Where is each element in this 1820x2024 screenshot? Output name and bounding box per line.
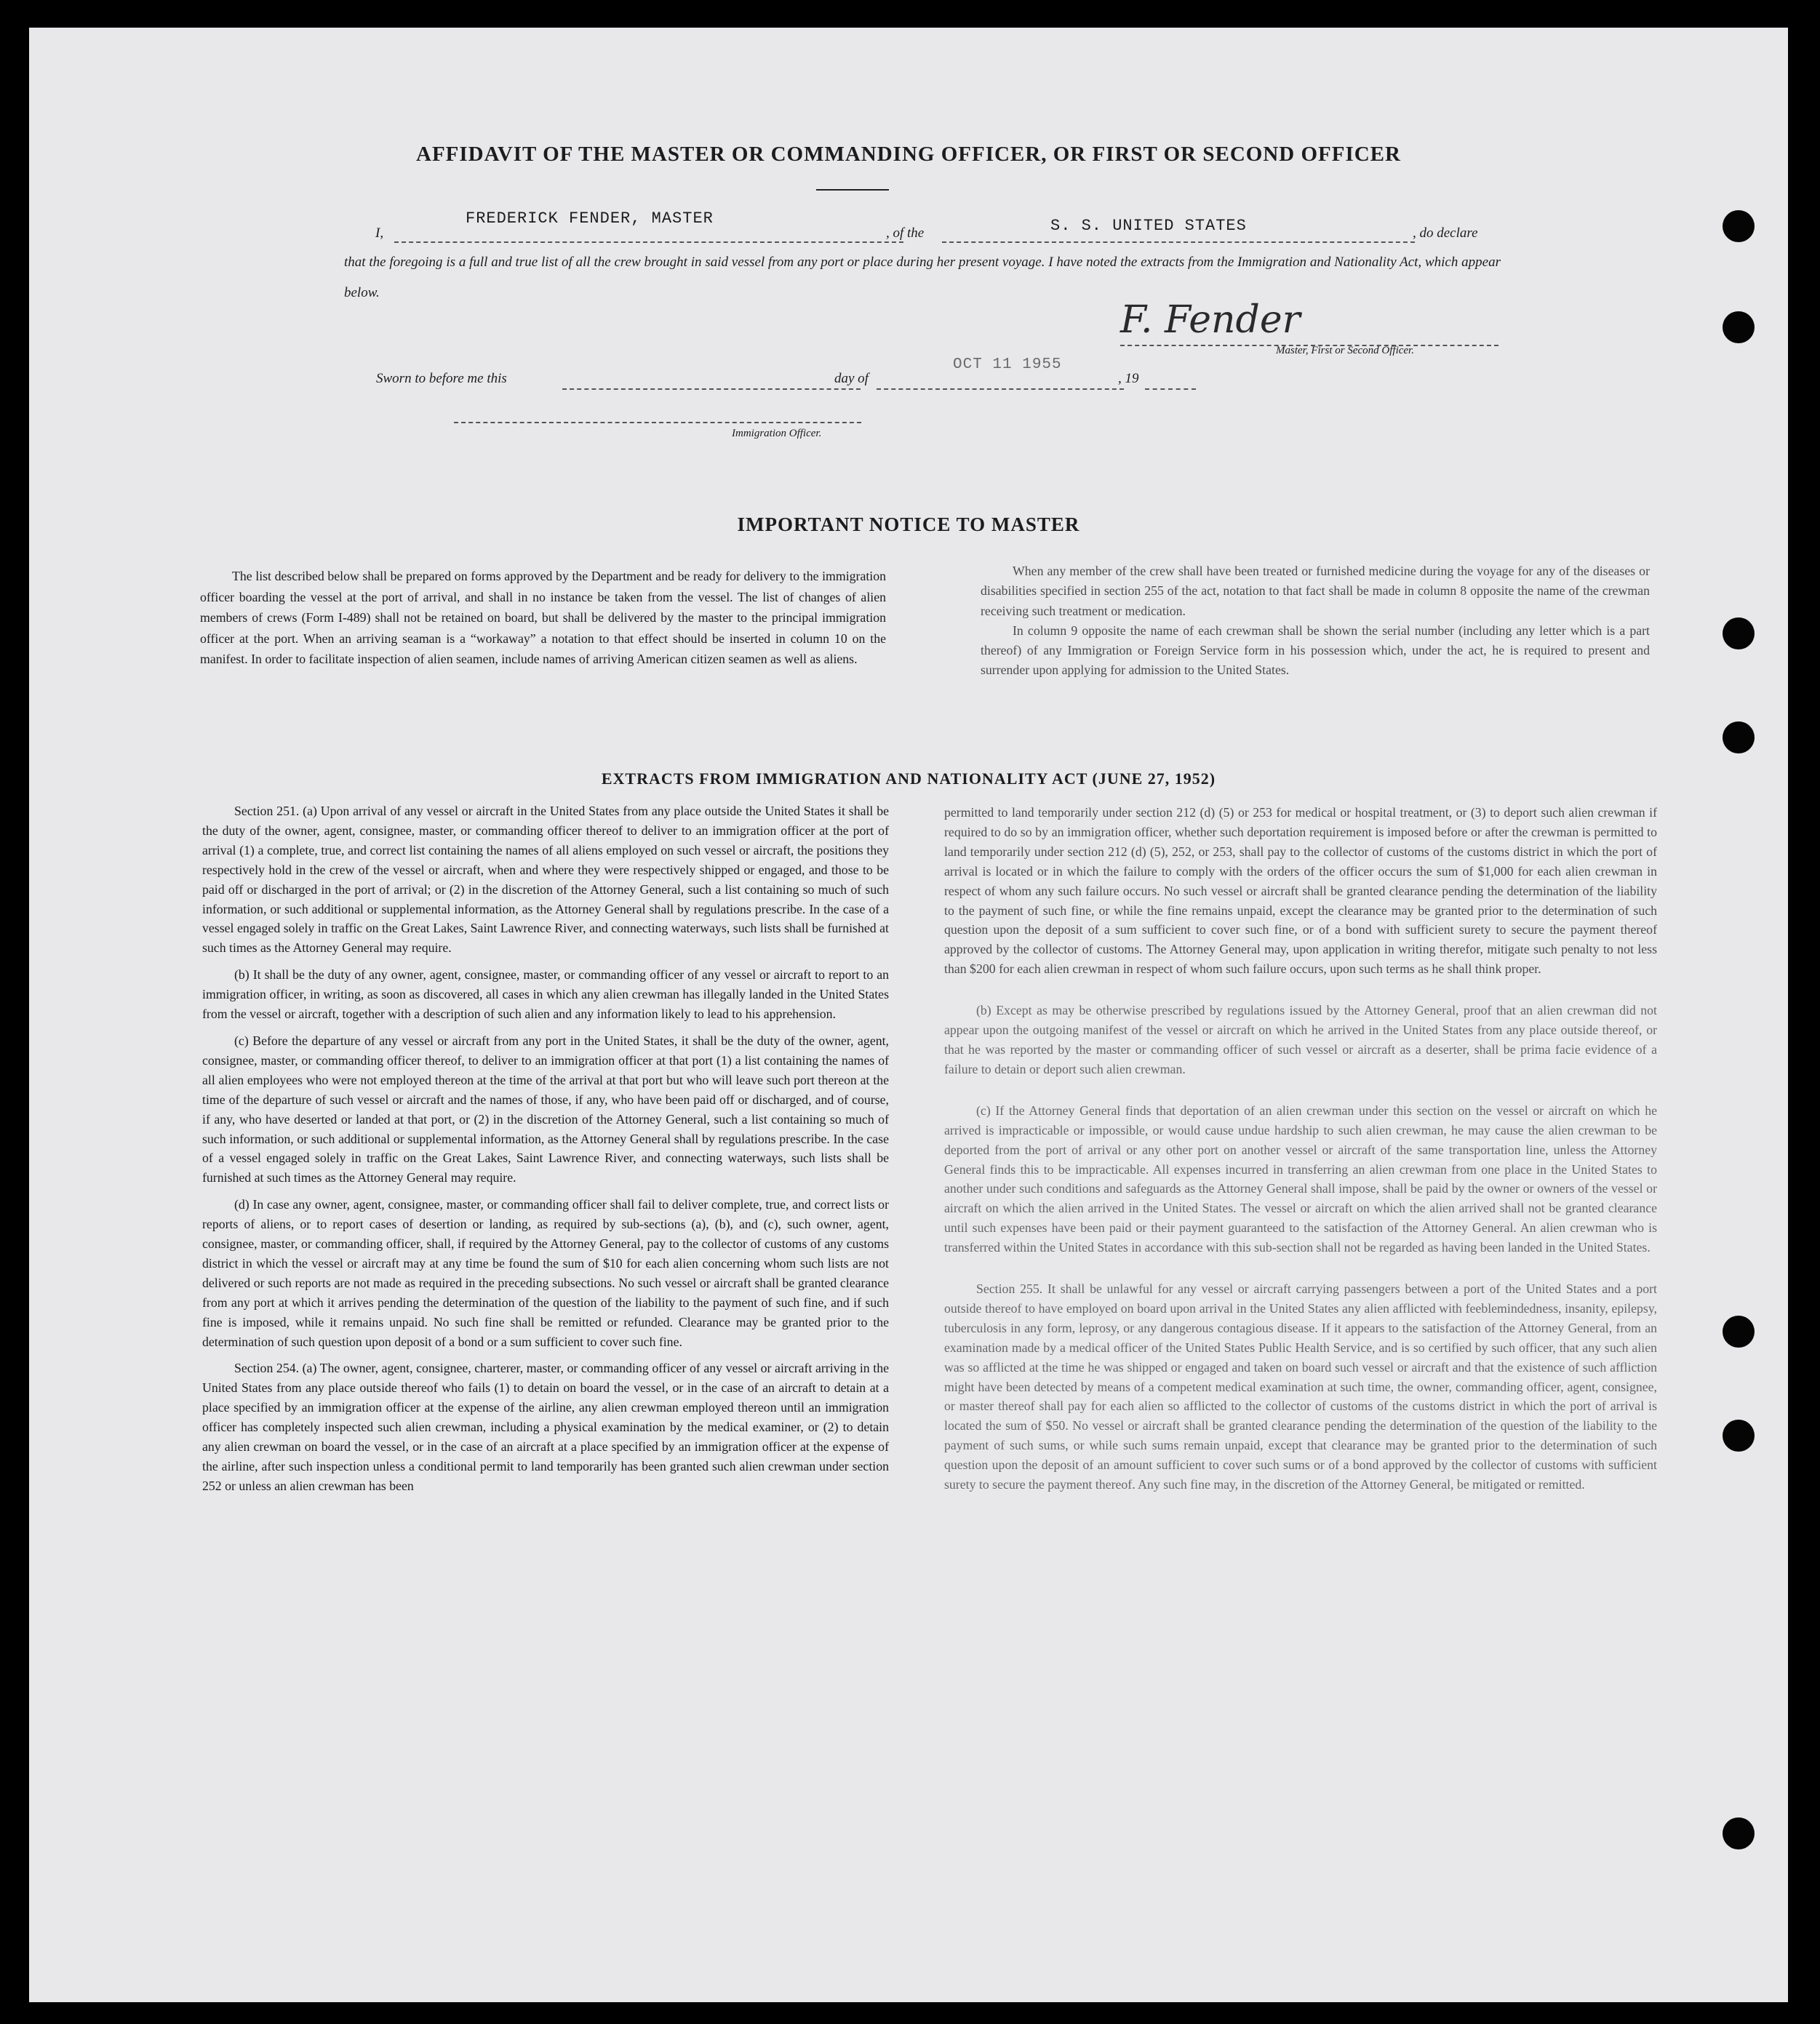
section-251b: (b) It shall be the duty of any owner, agent, consignee, master, or commanding officer of any vessel or aircraft to report to an immigration officer, in writing, as soon as discovered, all cases in which any alien crewman has illegally landed in the United States from the vessel or aircraft, together with a description of such alien and any information likely to lead to his apprehension. (202, 967, 889, 1022)
section-251d: (d) In case any owner, agent, consignee, master, or commanding officer shall fail to deliver complete, true, and correct lists or reports of aliens, or to report cases of desertion or landing, as required by sub-sections (a), (b), and (c), such owner, agent, consignee, master, or commanding officer, shall, if required by the Attorney General, pay to the collector of customs of any customs district in which the vessel or aircraft may at any time be found the sum of $10 for each alien concerning whom such lists are not delivered or such reports are not made as required in the preceding subsections. No such vessel or aircraft shall be granted clearance from any port at which it arrives pending the determination of the question of the liability to the payment of such fine, and if such fine is imposed, while it remains unpaid. No such fine shall be remitted or refunded. Clearance may be granted prior to the determination of such question upon deposit of a bond or a sum sufficient to cover such fine. (202, 1197, 889, 1349)
punch-hole (1723, 1817, 1755, 1849)
notice-title: IMPORTANT NOTICE TO MASTER (737, 513, 1080, 535)
notice-right-text-1: When any member of the crew shall have been treated or furnished medicine during the voyage for any of the diseases or disabilities specified in section 255 of the act, notation to that fact shall be made in column 8 opposite the name of the crewman receiving such treatment or medication. (981, 564, 1650, 618)
section-254b: (b) Except as may be otherwise prescribed by regulations issued by the Attorney General, proof that an alien crewman did not appear upon the outgoing manifest of the vessel or aircraft on which he arrived in the United States from any place outside thereof, or that he was reported by the master or commanding officer of such vessel or aircraft as a deserter, shall be prima facie evidence of a failure to detain or deport such alien crewman. (944, 1003, 1657, 1076)
day-of-label: day of (834, 371, 869, 386)
notice-right-text-2: In column 9 opposite the name of each crewman shall be shown the serial number (including any letter which is a part thereof) of any Immigration or Foreign Service form in his possession which, under the act, he is required to present and surrender upon applying for admission to the United States. (981, 623, 1650, 678)
extracts-title: EXTRACTS FROM IMMIGRATION AND NATIONALITY ACT (JUNE 27, 1952) (601, 769, 1216, 788)
officer-line (454, 422, 861, 423)
punch-hole (1723, 1420, 1755, 1452)
punch-hole (1723, 1316, 1755, 1348)
year-line (1145, 388, 1196, 390)
of-the-label: , of the (886, 225, 925, 241)
extracts-right-column (944, 803, 1657, 1495)
vessel-line (942, 241, 1415, 243)
stamped-date: OCT 11 1955 (953, 356, 1062, 373)
notice-left-column (200, 566, 886, 670)
section-254a-continued: permitted to land temporarily under section 212 (d) (5) or 253 for medical or hospital treatment, or (3) to deport such alien crewman if required to do so by an immigration officer, whether such deportation requirement is imposed before or after the crewman is permitted to land temporarily under section 212 (d) (5), 252, or 253, shall pay to the collector of customs of the customs district in which the port of arrival is located or in which the failure to comply with the orders of the officer occurs the sum of $1,000 for each alien crewman in respect of whom any such failure occurs. No such vessel or aircraft shall be granted clearance pending the determination of the liability to the payment of such fine, or while the fine remains unpaid, except the clearance may be granted prior to the determination of such question upon the deposit of a sum sufficient to cover such fine, or of a bond with sufficient surety to secure the payment thereof approved by the collector of customs. The Attorney General may, upon application in writing therefor, mitigate such penalty to not less than $200 for each alien crewman in respect of whom such failure occurs, upon such terms as he shall think proper. (944, 805, 1657, 977)
master-signature: F. Fender (1120, 298, 1301, 342)
section-251a: Section 251. (a) Upon arrival of any vessel or aircraft in the United States from any place outside the United States it shall be the duty of the owner, agent, consignee, master, or commanding officer thereof to deliver to an immigration officer at the port of arrival (1) a complete, true, and correct list containing the names of all aliens employed on such vessel or aircraft, the positions they respectively hold in the crew of the vessel or aircraft, when and where they were respectively shipped or engaged, and those to be paid off or discharged in the port of arrival; or (2) in the discretion of the Attorney General, such a list containing so much of such information, or such additional or supplemental information, as the Attorney General shall by regulations prescribe. In the case of a vessel engaged solely in traffic on the Great Lakes, Saint Lawrence River, and connecting waterways, such lists shall be furnished at such times as the Attorney General may require. (202, 804, 889, 956)
i-label: I, (375, 225, 384, 241)
section-254a: Section 254. (a) The owner, agent, consignee, charterer, master, or commanding officer of any vessel or aircraft arriving in the United States from any place outside thereof who fails (1) to detain on board the vessel, or in the case of an aircraft to detain at a place specified by an immigration officer at the expense of the airline, any alien crewman employed thereon until an immigration officer has completely inspected such alien crewman, including a physical examination by the medical examiner, or (2) to detain any alien crewman on board the vessel, or in the case of an aircraft at a place specified by an immigration officer at the expense of the airline, after such inspection unless a conditional permit to land temporarily has been granted such alien crewman under section 252 or unless an alien crewman has been (202, 1361, 889, 1493)
punch-hole (1723, 617, 1755, 649)
notice-right-column (981, 561, 1650, 681)
declaration-text: that the foregoing is a full and true list of all the crew brought in said vessel from any port or place during her present voyage. I have noted the extracts from the Immigration and Nationality Act, which appear below. (344, 255, 1501, 300)
signer-caption: Master, First or Second Officer. (1276, 345, 1414, 356)
section-251c: (c) Before the departure of any vessel or aircraft from any port in the United States, it shall be the duty of the owner, agent, consignee, master, or commanding officer thereof, to deliver to an immigration officer at that port (1) a list containing the names of all alien employees who were not employed thereon at the time of the arrival at that port but who will leave such port thereon at the time of the departure of such vessel or aircraft and the names of those, if any, who have been paid off or discharged, and of course, if any, who have deserted or landed at that port, or (2) in the discretion of the Attorney General, such a list containing so much of such information, or such additional or supplemental information, as the Attorney General shall by regulations prescribe. In the case of a vessel engaged solely in traffic on the Great Lakes, Saint Lawrence River, and connecting waterways, such lists shall be furnished at such times as the Attorney General may require. (202, 1033, 889, 1185)
month-line (877, 388, 1124, 390)
section-254c: (c) If the Attorney General finds that deportation of an alien crewman under this section on the vessel or aircraft on which he arrived is impracticable or impossible, or would cause undue hardship to such alien crewman, he may cause the alien crewman to be deported from the port of arrival or any other port on another vessel or aircraft of the same transportation line, unless the Attorney General finds this to be impracticable. All expenses incurred in transferring an alien crewman from one place in the United States to another under such conditions and safeguards as the Attorney General shall impose, shall be paid by the owner or owners of the vessel or aircraft on which the alien arrived in the United States. The vessel or aircraft on which the alien arrived shall not be granted clearance until such expenses have been paid or their payment guaranteed to the satisfaction of the Attorney General. An alien crewman who is transferred within the United States in accordance with this sub-section shall not be regarded as having been landed in the United States. (944, 1103, 1657, 1255)
year-label: , 19 (1118, 371, 1139, 386)
punch-hole (1723, 210, 1755, 242)
officer-caption: Immigration Officer. (732, 428, 822, 439)
notice-left-text: The list described below shall be prepared on forms approved by the Department and be ready for delivery to the immigration officer boarding the vessel at the port of arrival, and shall in no instance be taken from the vessel. The list of changes of alien members of crews (Form I-489) shall not be retained on board, but shall be delivered by the master to the principal immigration officer at the port. When an arriving seaman is a “workaway” a notation to that effect should be inserted in column 10 on the manifest. In order to facilitate inspection of alien seamen, include names of arriving American citizen seamen as well as aliens. (200, 569, 886, 667)
vessel-name: S. S. UNITED STATES (1050, 217, 1247, 235)
punch-hole (1723, 721, 1755, 753)
name-line (394, 241, 903, 243)
master-name: FREDERICK FENDER, MASTER (466, 209, 714, 228)
do-declare: , do declare (1413, 225, 1478, 241)
extracts-left-column (202, 801, 889, 1496)
sworn-line (562, 388, 861, 390)
document-page (29, 28, 1788, 2002)
title-rule (816, 189, 889, 191)
punch-hole (1723, 311, 1755, 343)
sworn-label: Sworn to before me this (376, 371, 507, 386)
affidavit-title: AFFIDAVIT OF THE MASTER OR COMMANDING OFFICER, OR FIRST OR SECOND OFFICER (416, 143, 1401, 166)
section-255: Section 255. It shall be unlawful for any vessel or aircraft carrying passengers between a port of the United States and a port outside thereof to have employed on board upon arrival in the United States any alien afflicted with feeblemindedness, insanity, epilepsy, tuberculosis in any form, leprosy, or any dangerous contagious disease. If it appears to the satisfaction of the Attorney General, from an examination made by a medical officer of the United States Public Health Service, and is so certified by such officer, that any such alien was so afflicted at the time he was shipped or engaged and taken on board such vessel or aircraft and that the existence of such affliction might have been detected by means of a competent medical examination at such time, the owner, commanding officer, agent, consignee, or master thereof shall pay for each alien so afflicted to the collector of customs of the customs district in which the port of arrival is located the sum of $50. No vessel or aircraft shall be granted clearance pending the determination of the question of the liability to the payment of such sums, or while such sums remain unpaid, except that clearance may be granted prior to the determination of such question upon the deposit of an amount sufficient to cover such sums or of a bond approved by the collector of customs with sufficient surety to secure the payment thereof. Any such fine may, in the discretion of the Attorney General, be mitigated or remitted. (944, 1281, 1657, 1492)
